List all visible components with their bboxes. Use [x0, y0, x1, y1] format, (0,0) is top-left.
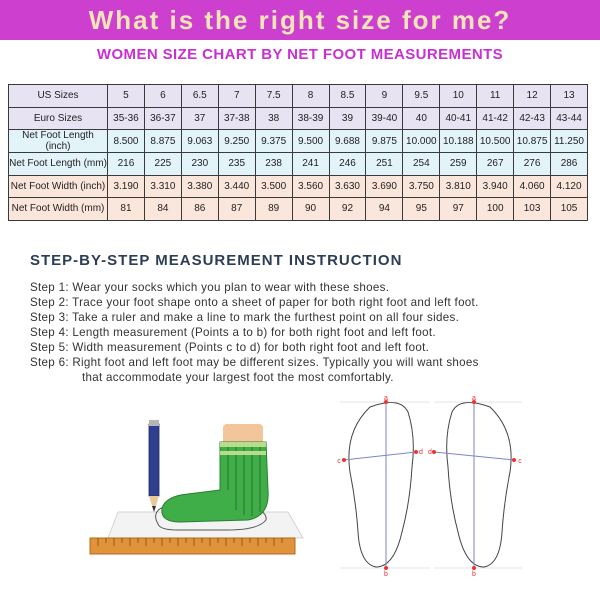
table-cell: 103 — [514, 198, 551, 221]
table-row — [9, 153, 588, 176]
table-cell: 90 — [292, 198, 329, 221]
table-cell: 5 — [108, 85, 145, 108]
sock-band — [220, 442, 266, 447]
table-cell: 246 — [329, 153, 366, 176]
row-label: US Sizes — [9, 85, 108, 108]
table-row — [9, 130, 588, 153]
table-cell: 97 — [440, 198, 477, 221]
table-cell: 10 — [440, 85, 477, 108]
table-cell: 259 — [440, 153, 477, 176]
table-cell: 35-36 — [108, 107, 145, 130]
point-d-left: d — [419, 449, 423, 456]
table-cell: 3.690 — [366, 175, 403, 198]
row-label: Net Foot Width (inch) — [9, 175, 108, 198]
table-cell: 100 — [477, 198, 514, 221]
table-cell: 8 — [292, 85, 329, 108]
table-cell: 40 — [403, 107, 440, 130]
table-cell: 89 — [255, 198, 292, 221]
table-cell: 8.875 — [144, 130, 181, 153]
table-cell: 3.310 — [144, 175, 181, 198]
table-cell: 37 — [181, 107, 218, 130]
table-cell: 39 — [329, 107, 366, 130]
point-c-left: c — [337, 458, 341, 465]
table-cell: 6.5 — [181, 85, 218, 108]
left-foot-diagram — [337, 395, 430, 577]
row-label: Net Foot Width (mm) — [9, 198, 108, 221]
table-cell: 7.5 — [255, 85, 292, 108]
table-cell: 42-43 — [514, 107, 551, 130]
table-cell: 11.250 — [551, 130, 588, 153]
step-1: Step 1: Wear your socks which you plan to wear with these shoes. — [30, 281, 390, 294]
point-b-right: b — [472, 571, 476, 577]
table-cell: 8.5 — [329, 85, 366, 108]
table-cell: 238 — [255, 153, 292, 176]
table-cell: 10.000 — [403, 130, 440, 153]
table-cell: 251 — [366, 153, 403, 176]
row-label: Net Foot Length (inch) — [9, 130, 108, 153]
table-cell: 41-42 — [477, 107, 514, 130]
table-cell: 4.120 — [551, 175, 588, 198]
table-cell: 286 — [551, 153, 588, 176]
table-cell: 4.060 — [514, 175, 551, 198]
table-cell: 9.063 — [181, 130, 218, 153]
row-label: Net Foot Length (mm) — [9, 153, 108, 176]
table-cell: 95 — [403, 198, 440, 221]
table-cell: 225 — [144, 153, 181, 176]
point-b-left: b — [384, 571, 388, 577]
table-row — [9, 198, 588, 221]
row-label: Euro Sizes — [9, 107, 108, 130]
point-a-left: a — [384, 395, 388, 402]
pencil — [149, 420, 159, 512]
right-foot-diagram — [428, 395, 522, 577]
table-cell: 9.250 — [218, 130, 255, 153]
tracing-illustration — [88, 420, 308, 560]
table-row — [9, 85, 588, 108]
table-cell: 3.940 — [477, 175, 514, 198]
table-cell: 241 — [292, 153, 329, 176]
table-cell: 37-38 — [218, 107, 255, 130]
table-cell: 39-40 — [366, 107, 403, 130]
table-cell: 92 — [329, 198, 366, 221]
instruction-heading: STEP-BY-STEP MEASUREMENT INSTRUCTION — [30, 252, 403, 269]
step-4: Step 4: Length measurement (Points a to b) for both right foot and left foot. — [30, 326, 436, 339]
table-cell: 40-41 — [440, 107, 477, 130]
table-cell: 43-44 — [551, 107, 588, 130]
size-chart-heading: WOMEN SIZE CHART BY NET FOOT MEASUREMENTS — [96, 46, 504, 63]
point-c-right: c — [518, 458, 522, 465]
table-cell: 9.375 — [255, 130, 292, 153]
step-3: Step 3: Take a ruler and make a line to mark the furthest point on all four sides. — [30, 311, 460, 324]
size-chart-table — [8, 84, 588, 221]
point-a-right: a — [472, 395, 476, 402]
title-banner — [0, 0, 600, 40]
table-cell: 230 — [181, 153, 218, 176]
table-cell: 8.500 — [108, 130, 145, 153]
table-cell: 276 — [514, 153, 551, 176]
table-cell: 81 — [108, 198, 145, 221]
table-cell: 9.875 — [366, 130, 403, 153]
foot-diagrams — [330, 392, 530, 577]
table-cell: 3.560 — [292, 175, 329, 198]
ruler — [90, 538, 295, 554]
instruction-steps — [30, 280, 590, 385]
table-cell: 3.750 — [403, 175, 440, 198]
table-cell: 216 — [108, 153, 145, 176]
step-2: Step 2: Trace your foot shape onto a sheet of paper for both right foot and left foot. — [30, 296, 479, 309]
table-cell: 235 — [218, 153, 255, 176]
table-cell: 3.380 — [181, 175, 218, 198]
point-d-right: d — [428, 449, 432, 456]
table-cell: 84 — [144, 198, 181, 221]
step-6: Step 6: Right foot and left foot may be different sizes. Typically you will want shoes — [30, 356, 479, 369]
table-cell: 7 — [218, 85, 255, 108]
table-cell: 267 — [477, 153, 514, 176]
table-cell: 9.500 — [292, 130, 329, 153]
table-cell: 11 — [477, 85, 514, 108]
table-cell: 13 — [551, 85, 588, 108]
table-cell: 38-39 — [292, 107, 329, 130]
table-cell: 94 — [366, 198, 403, 221]
table-cell: 87 — [218, 198, 255, 221]
table-cell: 86 — [181, 198, 218, 221]
table-cell: 6 — [144, 85, 181, 108]
table-cell: 3.190 — [108, 175, 145, 198]
table-cell: 10.500 — [477, 130, 514, 153]
table-cell: 254 — [403, 153, 440, 176]
table-cell: 105 — [551, 198, 588, 221]
table-cell: 38 — [255, 107, 292, 130]
table-cell: 36-37 — [144, 107, 181, 130]
step-5: Step 5: Width measurement (Points c to d) for both right foot and left foot. — [30, 341, 430, 354]
table-cell: 9.5 — [403, 85, 440, 108]
table-cell: 3.630 — [329, 175, 366, 198]
banner-title: What is the right size for me? — [88, 4, 512, 35]
table-cell: 12 — [514, 85, 551, 108]
table-cell: 9 — [366, 85, 403, 108]
table-cell: 9.688 — [329, 130, 366, 153]
table-row — [9, 107, 588, 130]
table-cell: 10.188 — [440, 130, 477, 153]
table-row — [9, 175, 588, 198]
table-cell: 3.500 — [255, 175, 292, 198]
table-cell: 3.810 — [440, 175, 477, 198]
step-6-continuation: that accommodate your largest foot the most comfortably. — [82, 371, 394, 384]
table-cell: 10.875 — [514, 130, 551, 153]
table-cell: 3.440 — [218, 175, 255, 198]
